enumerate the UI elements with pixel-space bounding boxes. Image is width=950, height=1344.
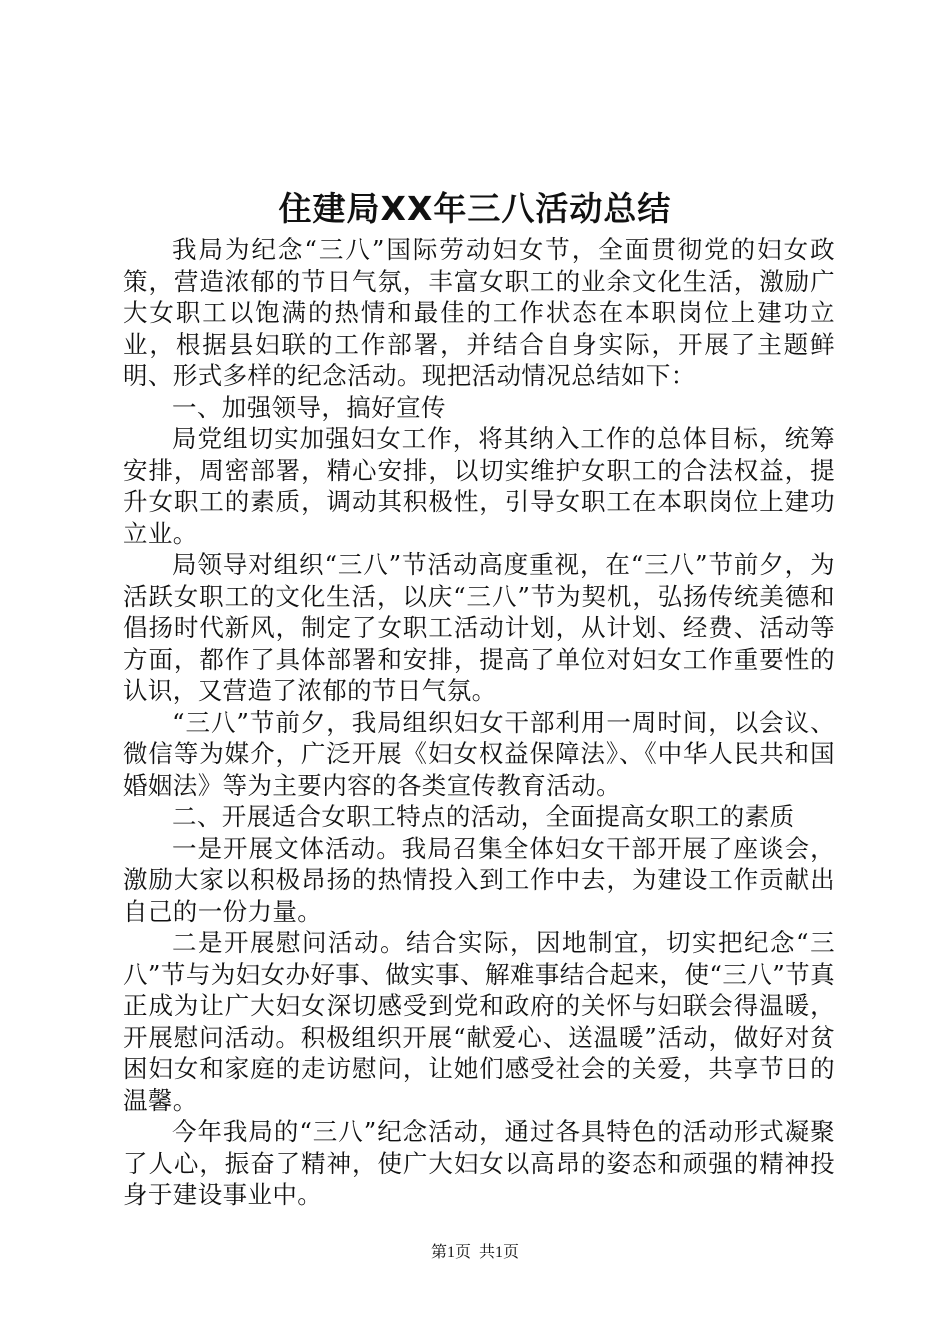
paragraph: 一是开展文体活动。我局召集全体妇女干部开展了座谈会，激励大家以积极昂扬的热情投入到工作中去，为建设工作贡献出自己的一份力量。 xyxy=(123,833,835,926)
page-footer xyxy=(0,1241,950,1265)
paragraph: 二是开展慰问活动。结合实际，因地制宜，切实把纪念“三八”节与为妇女办好事、做实事、解难事结合起来，使“三八”节真正成为让广大妇女深切感受到党和政府的关怀与妇联会得温暖，开展慰问活动。积极组织开展“献爱心、送温暖”活动，做好对贫困妇女和家庭的走访慰问，让她们感受社会的关爱，共享节日的温馨。 xyxy=(123,928,835,1115)
paragraph-intro: 我局为纪念“三八”国际劳动妇女节，全面贯彻党的妇女政策，营造浓郁的节日气氛，丰富女职工的业余文化生活，激励广大女职工以饱满的热情和最佳的工作状态在本职岗位上建功立业，根据县妇联的工作部署，并结合自身实际，开展了主题鲜明、形式多样的纪念活动。现把活动情况总结如下： xyxy=(123,235,835,390)
paragraph: “三八”节前夕，我局组织妇女干部利用一周时间，以会议、微信等为媒介，广泛开展《妇女权益保障法》、《中华人民共和国婚姻法》等为主要内容的各类宣传教育活动。 xyxy=(123,707,835,800)
paragraph-conclusion: 今年我局的“三八”纪念活动，通过各具特色的活动形式凝聚了人心，振奋了精神，使广大妇女以高昂的姿态和顽强的精神投身于建设事业中。 xyxy=(123,1117,835,1209)
paragraph: 局党组切实加强妇女工作，将其纳入工作的总体目标，统筹安排，周密部署，精心安排，以切实维护女职工的合法权益，提升女职工的素质，调动其积极性，引导女职工在本职岗位上建功立业。 xyxy=(123,424,835,548)
document-title: 住建局XX年三八活动总结 xyxy=(278,189,672,228)
section-heading-1: 一、加强领导，搞好宣传 xyxy=(172,392,446,422)
document-body xyxy=(123,234,835,1211)
page-number: 第1页 xyxy=(430,1244,471,1261)
page-total: 共1页 xyxy=(479,1244,520,1261)
paragraph: 局领导对组织“三八”节活动高度重视，在“三八”节前夕，为活跃女职工的文化生活，以庆“三八”节为契机，弘扬传统美德和倡扬时代新风，制定了女职工活动计划，从计划、经费、活动等方面，都作了具体部署和安排，提高了单位对妇女工作重要性的认识，又营造了浓郁的节日气氛。 xyxy=(123,550,835,705)
section-heading-2: 二、开展适合女职工特点的活动，全面提高女职工的素质 xyxy=(172,802,795,831)
